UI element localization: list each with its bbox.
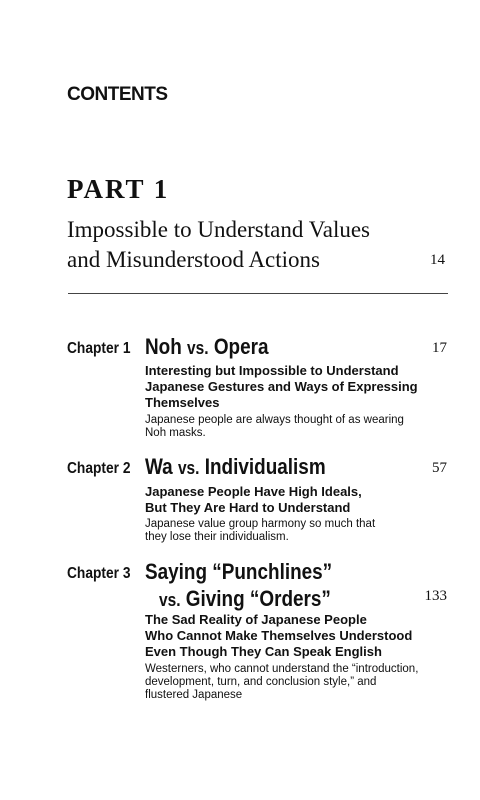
chapter-description xyxy=(145,518,445,544)
chapter-page-number: 17 xyxy=(432,340,447,356)
chapter-title-right: Opera xyxy=(213,334,269,359)
part-subtitle-line: Impossible to Understand Values xyxy=(67,217,371,242)
chapter-description-line: Noh masks. xyxy=(145,427,206,439)
chapter-subtitle xyxy=(145,363,445,411)
divider-rule xyxy=(68,293,448,294)
chapter-title-vs: vs. xyxy=(187,338,209,358)
part-title: PART 1 xyxy=(67,174,170,204)
chapter-description-line: Westerners, who cannot understand the “introduction, xyxy=(145,663,419,675)
chapter-subtitle-line: Japanese Gestures and Ways of Expressing xyxy=(145,379,418,394)
chapter-title-right: Individualism xyxy=(204,454,326,479)
chapter-subtitle-line: Japanese People Have High Ideals, xyxy=(145,484,362,499)
chapter-title xyxy=(145,559,332,585)
chapter-title xyxy=(145,334,269,360)
chapter-subtitle-line: Interesting but Impossible to Understand xyxy=(145,363,399,378)
chapter-title-line2 xyxy=(159,586,331,612)
chapter-entry-3[interactable] xyxy=(67,559,447,709)
chapter-page-number: 133 xyxy=(424,588,447,604)
chapter-subtitle xyxy=(145,612,445,660)
chapter-page-number: 57 xyxy=(432,460,447,476)
part-subtitle-line: and Misunderstood Actions xyxy=(67,247,320,272)
chapter-title-vs: vs. xyxy=(177,458,200,478)
part-subtitle xyxy=(67,215,427,275)
contents-heading: CONTENTS xyxy=(67,84,168,105)
chapter-description-line: Japanese value group harmony so much that xyxy=(145,518,376,530)
chapter-title xyxy=(145,454,326,480)
chapter-subtitle-line: Themselves xyxy=(145,395,220,410)
part-page-number: 14 xyxy=(430,252,445,268)
chapter-subtitle-line: But They Are Hard to Understand xyxy=(145,500,351,515)
chapter-description-line: they lose their individualism. xyxy=(145,531,289,543)
chapter-subtitle-line: Even Though They Can Speak English xyxy=(145,644,382,659)
chapter-title-left: Saying “Punchlines” xyxy=(145,559,333,584)
chapter-description-line: Japanese people are always thought of as wearing xyxy=(145,414,404,426)
chapter-description-line: development, turn, and conclusion style,” and xyxy=(145,676,377,688)
chapter-title-vs: vs. xyxy=(159,590,181,610)
chapter-description-line: flustered Japanese xyxy=(145,689,243,701)
chapter-description xyxy=(145,663,445,702)
chapter-subtitle-line: Who Cannot Make Themselves Understood xyxy=(145,628,413,643)
chapter-title-left: Noh xyxy=(145,334,182,359)
chapter-subtitle-line: The Sad Reality of Japanese People xyxy=(145,612,367,627)
chapter-title-left: Wa xyxy=(145,454,173,479)
chapter-subtitle xyxy=(145,484,445,516)
chapter-label: Chapter 3 xyxy=(67,565,131,582)
chapter-label: Chapter 2 xyxy=(67,460,131,477)
chapter-title-right: Giving “Orders” xyxy=(185,586,331,611)
chapter-entry-1[interactable] xyxy=(67,334,447,444)
chapter-label: Chapter 1 xyxy=(67,340,131,357)
chapter-entry-2[interactable] xyxy=(67,454,447,549)
chapter-description xyxy=(145,414,445,440)
